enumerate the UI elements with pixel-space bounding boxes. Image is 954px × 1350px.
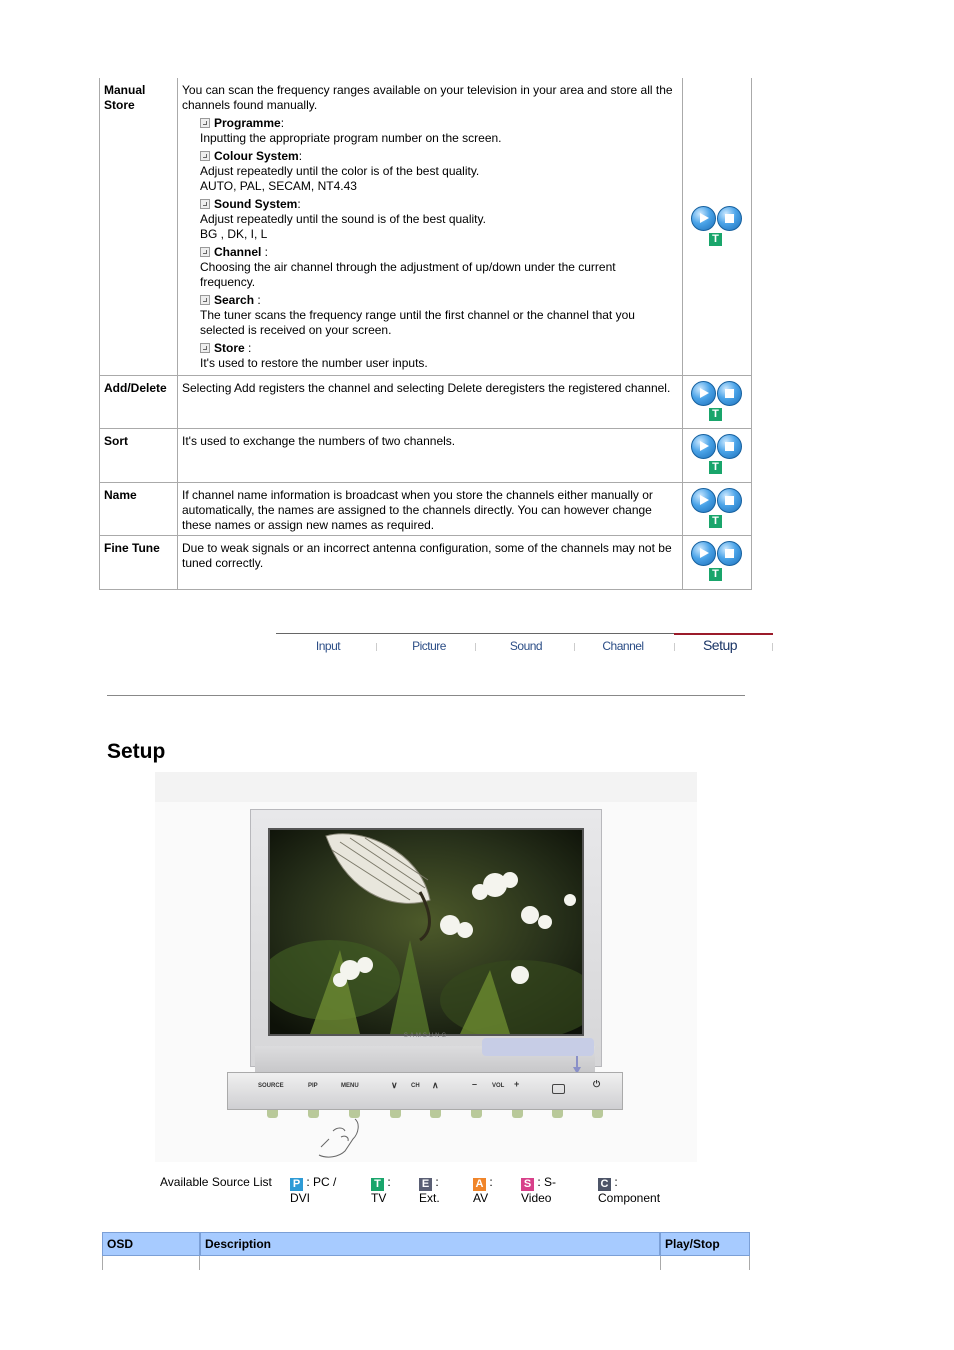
source-item-ext	[419, 1175, 455, 1206]
power-icon: ⏻	[593, 1079, 601, 1089]
column-header-description: Description	[200, 1232, 660, 1256]
item-text: The tuner scans the frequency range until the first channel or the channel that you selected is received on your screen.	[200, 308, 635, 337]
tv-source-badge: T	[709, 233, 722, 246]
play-stop-cell	[683, 376, 751, 428]
osd-table	[99, 78, 752, 590]
play-stop-cell	[683, 429, 751, 482]
item-separator: :	[297, 197, 301, 211]
item-separator: :	[280, 116, 285, 130]
section-nav	[276, 633, 773, 653]
source-item-text: : PC / DVI	[290, 1175, 337, 1205]
osd-name: Sort	[100, 429, 178, 482]
setup-osd-table	[102, 1232, 750, 1270]
pc-source-icon: P	[290, 1178, 303, 1191]
minus-icon: –	[472, 1079, 478, 1089]
play-stop-cell	[683, 536, 751, 589]
list-item	[200, 293, 678, 338]
button-knob	[390, 1110, 401, 1118]
hand-icon	[315, 1117, 365, 1162]
chevron-down-icon: ∨	[391, 1080, 398, 1090]
component-source-icon: C	[598, 1178, 611, 1191]
button-knob	[430, 1110, 441, 1118]
av-source-icon: A	[473, 1178, 486, 1191]
item-separator: :	[298, 149, 303, 163]
source-item-text: : Ext.	[419, 1175, 440, 1205]
list-item	[200, 149, 678, 194]
table-row	[100, 429, 751, 483]
source-list	[160, 1175, 720, 1207]
column-header-play-stop: Play/Stop	[660, 1232, 750, 1256]
tv-source-badge: T	[709, 408, 722, 421]
source-list-label: Available Source List	[160, 1175, 272, 1189]
source-item-pc	[290, 1175, 350, 1206]
table-cell	[102, 1256, 200, 1270]
control-panel	[227, 1072, 623, 1110]
source-item-svideo	[521, 1175, 571, 1206]
button-knob	[471, 1110, 482, 1118]
play-button-icon[interactable]	[691, 434, 716, 459]
list-item	[200, 116, 678, 146]
play-button-icon[interactable]	[691, 488, 716, 513]
tab-input[interactable]: Input	[315, 639, 341, 653]
play-stop-controls	[691, 206, 743, 248]
description-intro: You can scan the frequency ranges available on your television in your area and store all the channels found manually.	[182, 83, 673, 112]
play-stop-controls	[691, 488, 743, 530]
osd-description: Selecting Add registers the channel and selecting Delete deregisters the registered channel.	[178, 376, 683, 428]
chevron-up-icon: ∧	[432, 1080, 439, 1090]
tab-setup[interactable]: Setup	[702, 637, 738, 653]
source-item-text: : Component	[598, 1175, 661, 1205]
item-text: Adjust repeatedly until the sound is of the best quality.	[200, 212, 486, 226]
pip-label: PIP	[308, 1083, 318, 1089]
play-button-icon[interactable]	[691, 541, 716, 566]
item-text: Inputting the appropriate program number on the screen.	[200, 131, 502, 145]
brand-logo: SAMSUNG	[403, 1033, 449, 1039]
osd-name: Name	[100, 483, 178, 535]
item-separator: :	[261, 245, 269, 259]
section-divider	[107, 695, 745, 696]
active-tab-indicator	[674, 633, 773, 635]
source-item-av	[473, 1175, 503, 1206]
tv-source-badge: T	[709, 568, 722, 581]
play-stop-cell	[683, 483, 751, 535]
item-title: Channel	[214, 245, 262, 259]
tv-source-icon: T	[371, 1178, 384, 1191]
item-title: Search	[214, 293, 255, 307]
stop-button-icon[interactable]	[717, 541, 742, 566]
source-item-text: : TV	[371, 1175, 391, 1205]
tv-source-badge: T	[709, 515, 722, 528]
button-knob	[267, 1110, 278, 1118]
osd-name: Add/Delete	[100, 376, 178, 428]
source-item-text: : AV	[473, 1175, 493, 1205]
item-text: Choosing the air channel through the adjustment of up/down under the current frequency.	[200, 260, 616, 289]
play-button-icon[interactable]	[691, 381, 716, 406]
item-title: Programme	[214, 116, 281, 130]
osd-description: Due to weak signals or an incorrect antenna configuration, some of the channels may not be tuned correctly.	[178, 536, 683, 589]
ch-label: CH	[411, 1083, 420, 1089]
stop-button-icon[interactable]	[717, 434, 742, 459]
tab-separator	[772, 643, 773, 651]
item-separator: :	[244, 341, 252, 355]
monitor-screen	[268, 828, 584, 1036]
plus-icon: +	[514, 1079, 520, 1089]
table-row	[100, 483, 751, 536]
table-row	[100, 376, 751, 429]
bullet-icon	[200, 151, 210, 161]
item-separator: :	[254, 293, 261, 307]
tab-separator	[475, 643, 476, 651]
osd-name: Manual Store	[100, 78, 178, 375]
item-title: Store	[214, 341, 245, 355]
table-cell	[199, 1256, 661, 1270]
bullet-icon	[200, 247, 210, 257]
page-title: Setup	[107, 740, 166, 763]
play-stop-controls	[691, 434, 743, 476]
osd-name: Fine Tune	[100, 536, 178, 589]
list-item	[200, 197, 678, 242]
item-title: Sound System	[214, 197, 298, 211]
stop-button-icon[interactable]	[717, 488, 742, 513]
bullet-icon	[200, 199, 210, 209]
osd-description	[178, 78, 683, 375]
nav-divider	[276, 633, 674, 634]
table-row	[100, 536, 751, 589]
vol-label: VOL	[492, 1083, 505, 1089]
item-text-extra: BG , DK, I, L	[200, 227, 268, 241]
figure-band	[155, 772, 697, 802]
list-item	[200, 341, 678, 371]
play-stop-cell	[683, 78, 751, 375]
tab-picture[interactable]: Picture	[412, 639, 446, 653]
tab-channel[interactable]: Channel	[602, 639, 644, 653]
bullet-icon	[200, 118, 210, 128]
svideo-source-icon: S	[521, 1178, 534, 1191]
butterfly-photo	[270, 830, 582, 1034]
menu-label: MENU	[341, 1083, 359, 1089]
button-knob	[552, 1110, 563, 1118]
tab-sound[interactable]: Sound	[509, 639, 543, 653]
stop-button-icon[interactable]	[717, 206, 742, 231]
indicator-strip	[482, 1038, 594, 1056]
source-label: SOURCE	[258, 1083, 284, 1089]
source-item-text: : S-Video	[521, 1175, 557, 1205]
bullet-icon	[200, 343, 210, 353]
osd-description: If channel name information is broadcast when you store the channels either manually or automatically, the names are assigned to the channels directly. You can however change these names or assign new names as required.	[178, 483, 683, 535]
bullet-icon	[200, 295, 210, 305]
item-text: It's used to restore the number user inputs.	[200, 356, 428, 370]
table-row	[100, 78, 751, 376]
source-item-component	[598, 1175, 678, 1206]
osd-description: It's used to exchange the numbers of two channels.	[178, 429, 683, 482]
list-item	[200, 245, 678, 290]
source-item-tv	[371, 1175, 401, 1206]
enter-icon	[552, 1084, 565, 1094]
tab-separator	[376, 643, 377, 651]
tv-source-badge: T	[709, 461, 722, 474]
item-text: Adjust repeatedly until the color is of the best quality.	[200, 164, 480, 178]
ext-source-icon: E	[419, 1178, 432, 1191]
play-stop-controls	[691, 381, 743, 423]
play-button-icon[interactable]	[691, 206, 716, 231]
column-header-osd: OSD	[102, 1232, 200, 1256]
button-knob	[512, 1110, 523, 1118]
monitor-frame	[250, 809, 602, 1067]
table-cell	[660, 1256, 750, 1270]
item-text-extra: AUTO, PAL, SECAM, NT4.43	[200, 179, 357, 193]
item-title: Colour System	[214, 149, 299, 163]
play-stop-controls	[691, 541, 743, 583]
button-knob	[592, 1110, 603, 1118]
monitor-illustration	[155, 772, 697, 1162]
stop-button-icon[interactable]	[717, 381, 742, 406]
